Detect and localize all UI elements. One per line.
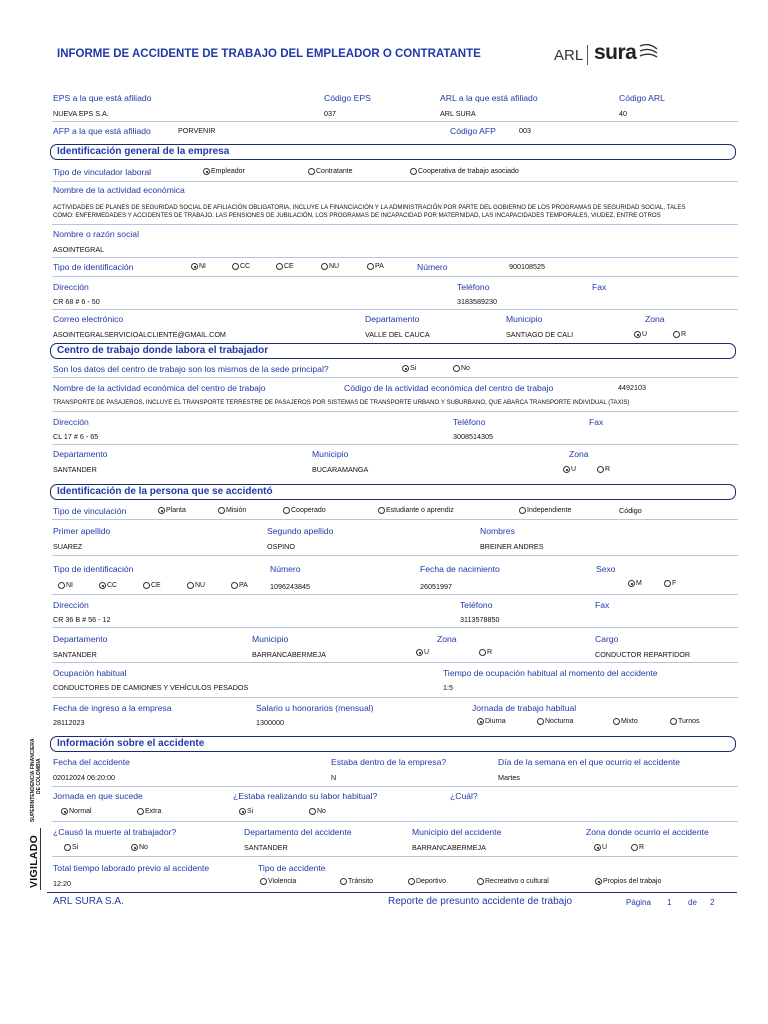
field-divider (52, 662, 738, 663)
radio-persona-pa[interactable] (231, 581, 248, 590)
radio-selected-icon (99, 582, 106, 589)
persona-numero-value: 1096243845 (270, 582, 310, 591)
total-tiempo-label: Total tiempo laborado previo al accidente (53, 863, 210, 873)
field-divider (52, 224, 738, 225)
radio-option-label: Cooperativa de trabajo asociado (418, 168, 519, 175)
form-title: INFORME DE ACCIDENTE DE TRABAJO DEL EMPLEADOR O CONTRATANTE (57, 48, 481, 60)
direccion-label: Dirección (53, 282, 89, 292)
tipo-id-label: Tipo de identificación (53, 262, 134, 272)
codigo-arl-label: Código ARL (619, 93, 665, 103)
persona-fax-label: Fax (595, 600, 610, 610)
persona-municipio-label: Municipio (252, 634, 289, 644)
logo-divider (587, 45, 588, 65)
footer-de-label: de (688, 898, 697, 907)
radio-option-label: U (424, 649, 430, 656)
persona-zona-label: Zona (437, 634, 457, 644)
centro-telefono-value: 3008514305 (453, 432, 493, 441)
radio-empty-icon (137, 808, 144, 815)
persona-direccion-value: CR 36 B # 56 - 12 (53, 615, 111, 624)
radio-selected-icon (61, 808, 68, 815)
fecha-accidente-label: Fecha del accidente (53, 757, 130, 767)
radio-sexo-m[interactable] (628, 579, 642, 588)
radio-option-label: Si (410, 365, 417, 372)
radio-persona-cc[interactable] (99, 581, 117, 590)
footer-page-number: 1 (667, 898, 672, 907)
radio-jornada-extra[interactable] (137, 807, 161, 816)
actividad-value-line1: ACTIVIDADES DE PLANES DE SEGURIDAD SOCIAL DE AFILIACIÓN OBLIGATORIA, INCLUYE LA FINANCIACIÓN Y LA ADMINISTRACIÓN POR PARTE DEL GOBIERNO DE LOS PROGRAMAS DE SEGURIDAD SOCIAL, TALES (53, 204, 686, 211)
radio-empleador[interactable] (203, 167, 245, 176)
radio-empty-icon (408, 878, 415, 885)
radio-empty-icon (453, 365, 460, 372)
radio-option-label: CC (240, 263, 251, 270)
footer-pagina-label: Página (626, 898, 651, 907)
centro-zona-label: Zona (569, 449, 589, 459)
radio-option-label: Empleador (211, 168, 245, 175)
radio-sexo-f[interactable] (664, 579, 676, 588)
radio-tipo-propios[interactable] (595, 877, 661, 886)
radio-option-label: U (602, 844, 608, 851)
radio-zona-r[interactable] (673, 330, 686, 339)
radio-mismos-no[interactable] (453, 364, 470, 373)
centro-direccion-value: CL 17 # 6 - 65 (53, 432, 99, 441)
cargo-label: Cargo (595, 634, 619, 644)
radio-selected-icon (191, 263, 198, 270)
radio-centro-zona-u[interactable] (563, 465, 576, 474)
razon-label: Nombre o razón social (53, 229, 139, 239)
radio-habitual-no[interactable] (309, 807, 326, 816)
field-divider (52, 594, 738, 595)
radio-option-label: R (681, 331, 687, 338)
primer-apellido-value: SUAREZ (53, 542, 83, 551)
radio-option-label: Contratante (316, 168, 353, 175)
zona-accidente-label: Zona donde ocurrio el accidente (586, 827, 709, 837)
centro-actividad-value: TRANSPORTE DE PASAJEROS, INCLUYE EL TRANSPORTE TERRESTRE DE PASAJEROS POR SISTEMAS DE TRANSPORTE URBANO Y SUBURBANO, QUE ABARCA TRANSPORTE INDIVIDUAL (TAXIS) (53, 399, 630, 406)
radio-selected-icon (131, 844, 138, 851)
codigo-label: Código (619, 506, 642, 515)
cargo-value: CONDUCTOR REPARTIDOR (595, 650, 691, 659)
afp-value: PORVENIR (178, 126, 216, 135)
radio-option-label: Nocturna (545, 718, 574, 725)
dia-semana-label: Día de la semana en el que ocurrio el accidente (498, 757, 681, 767)
radio-option-label: M (636, 580, 642, 587)
radio-selected-icon (477, 718, 484, 725)
radio-option-label: Violencia (268, 878, 297, 885)
radio-option-label: NU (195, 582, 206, 589)
jornada-habitual-label: Jornada de trabajo habitual (472, 703, 577, 713)
mismos-label: Son los datos del centro de trabajo son los mismos de la sede principal? (53, 364, 329, 374)
tipo-vinculador-label: Tipo de vinculador laboral (53, 167, 152, 177)
radio-persona-zona-r[interactable] (479, 648, 492, 657)
section-centro (50, 343, 736, 359)
radio-selected-icon (634, 331, 641, 338)
field-divider (52, 555, 738, 556)
radio-option-label: Misión (226, 507, 247, 514)
salario-label: Salario u honorarios (mensual) (256, 703, 374, 713)
radio-option-label: Propios del trabajo (603, 878, 662, 885)
field-divider (52, 276, 738, 277)
radio-accidente-zona-r[interactable] (631, 843, 644, 852)
field-divider (52, 257, 738, 258)
radio-contratante[interactable] (308, 167, 353, 176)
radio-option-label: Recreativo o cultural (485, 878, 549, 885)
radio-option-label: CE (284, 263, 294, 270)
section-empresa-title: Identificación general de la empresa (57, 146, 230, 157)
radio-empty-icon (631, 844, 638, 851)
municipio-value: SANTIAGO DE CALI (506, 330, 574, 339)
radio-empty-icon (218, 507, 225, 514)
sexo-label: Sexo (596, 564, 616, 574)
radio-option-label: Normal (69, 808, 92, 815)
zona-label: Zona (645, 314, 665, 324)
radio-persona-ni[interactable] (58, 581, 73, 590)
radio-zona-u[interactable] (634, 330, 647, 339)
cual-label: ¿Cuál? (450, 791, 478, 801)
fax-label: Fax (592, 282, 607, 292)
radio-empty-icon (283, 507, 290, 514)
persona-telefono-value: 3113578850 (460, 615, 500, 624)
stamp-divider (40, 828, 41, 890)
codigo-arl-value: 40 (619, 109, 627, 118)
codigo-afp-value: 003 (519, 126, 531, 135)
eps-label: EPS a la que está afiliado (53, 93, 152, 103)
radio-empty-icon (479, 649, 486, 656)
centro-direccion-label: Dirección (53, 417, 89, 427)
section-persona-title: Identificación de la persona que se accidentó (57, 486, 273, 497)
radio-option-label: No (317, 808, 326, 815)
section-empresa (50, 144, 736, 160)
jornada-sucede-label: Jornada en que sucede (53, 791, 143, 801)
nombres-label: Nombres (480, 526, 515, 536)
radio-option-label: Si (72, 844, 79, 851)
ingreso-label: Fecha de ingreso a la empresa (53, 703, 172, 713)
centro-telefono-label: Teléfono (453, 417, 486, 427)
radio-option-label: U (571, 466, 577, 473)
persona-tipo-id-label: Tipo de identificación (53, 564, 134, 574)
persona-numero-label: Número (270, 564, 301, 574)
muerte-label: ¿Causó la muerte al trabajador? (53, 827, 177, 837)
radio-empty-icon (321, 263, 328, 270)
radio-empty-icon (597, 466, 604, 473)
depto-accidente-label: Departamento del accidente (244, 827, 352, 837)
centro-fax-label: Fax (589, 417, 604, 427)
radio-selected-icon (416, 649, 423, 656)
section-persona (50, 484, 736, 500)
depto-accidente-value: SANTANDER (244, 843, 288, 852)
radio-tipo-violencia[interactable] (260, 877, 296, 886)
persona-telefono-label: Teléfono (460, 600, 493, 610)
radio-option-label: Diurna (485, 718, 506, 725)
radio-option-label: Planta (166, 507, 186, 514)
superintendencia-line1: SUPERINTENDENCIA FINANCIERA (30, 738, 36, 822)
radio-empty-icon (477, 878, 484, 885)
radio-empty-icon (187, 582, 194, 589)
radio-empty-icon (276, 263, 283, 270)
radio-jornada-turnos[interactable] (670, 717, 700, 726)
radio-accidente-zona-u[interactable] (594, 843, 607, 852)
radio-empty-icon (232, 263, 239, 270)
dentro-empresa-label: Estaba dentro de la empresa? (331, 757, 447, 767)
radio-option-label: No (139, 844, 148, 851)
footer-total-pages: 2 (710, 898, 715, 907)
section-centro-title: Centro de trabajo donde labora el trabajador (57, 345, 269, 356)
radio-option-label: CC (107, 582, 118, 589)
sura-logo-icon (638, 42, 660, 62)
direccion-value: CR 68 # 6 - 50 (53, 297, 100, 306)
field-divider (52, 121, 738, 122)
footer-company: ARL SURA S.A. (53, 896, 124, 907)
ingreso-value: 28112023 (53, 718, 85, 727)
arl-logo-text: ARL (554, 47, 584, 64)
dentro-empresa-value: N (331, 773, 337, 782)
numero-value: 900108525 (509, 262, 545, 271)
radio-muerte-si[interactable] (64, 843, 78, 852)
actividad-label: Nombre de la actividad económica (53, 185, 185, 195)
field-divider (52, 309, 738, 310)
ocupacion-value: CONDUCTORES DE CAMIONES Y VEHÍCULOS PESADOS (53, 683, 249, 692)
persona-depto-label: Departamento (53, 634, 108, 644)
radio-selected-icon (402, 365, 409, 372)
depto-label: Departamento (365, 314, 420, 324)
radio-centro-zona-r[interactable] (597, 465, 610, 474)
vigilado-stamp: VIGILADO (28, 834, 40, 888)
radio-selected-icon (563, 466, 570, 473)
radio-mision[interactable] (218, 506, 246, 515)
total-tiempo-value: 12:20 (53, 879, 71, 888)
centro-depto-label: Departamento (53, 449, 108, 459)
radio-independiente[interactable] (519, 506, 571, 515)
municipio-accidente-label: Municipio del accidente (412, 827, 502, 837)
ocupacion-label: Ocupación habitual (53, 668, 127, 678)
field-divider (52, 697, 738, 698)
radio-empty-icon (670, 718, 677, 725)
radio-id-cc[interactable] (232, 262, 250, 271)
correo-label: Correo electrónico (53, 314, 124, 324)
salario-value: 1300000 (256, 718, 284, 727)
radio-empty-icon (613, 718, 620, 725)
arl-value: ARL SURA (440, 109, 476, 118)
fecha-accidente-value: 02012024 06:20:00 (53, 773, 115, 782)
correo-value: ASOINTEGRALSERVICIOALCLIENTE@GMAIL.COM (53, 330, 226, 339)
municipio-accidente-value: BARRANCABERMEJA (412, 843, 486, 852)
radio-option-label: Si (247, 808, 254, 815)
radio-option-label: R (487, 649, 493, 656)
radio-empty-icon (537, 718, 544, 725)
razon-value: ASOINTEGRAL (53, 245, 105, 254)
tiempo-ocupacion-value: 1:5 (443, 683, 453, 692)
radio-empty-icon (519, 507, 526, 514)
municipio-label: Municipio (506, 314, 543, 324)
radio-option-label: NI (66, 582, 73, 589)
superintendencia-line2: DE COLOMBIA (36, 758, 42, 794)
radio-empty-icon (143, 582, 150, 589)
labor-habitual-label: ¿Estaba realizando su labor habitual? (233, 791, 378, 801)
telefono-label: Teléfono (457, 282, 490, 292)
sura-logo: sura (594, 41, 637, 64)
radio-cooperado[interactable] (283, 506, 326, 515)
field-divider (52, 627, 738, 628)
field-divider (52, 181, 738, 182)
radio-empty-icon (58, 582, 65, 589)
radio-id-ce[interactable] (276, 262, 294, 271)
radio-empty-icon (308, 168, 315, 175)
radio-estudiante[interactable] (378, 506, 454, 515)
centro-depto-value: SANTANDER (53, 465, 97, 474)
radio-empty-icon (64, 844, 71, 851)
radio-habitual-si[interactable] (239, 807, 253, 816)
centro-municipio-label: Municipio (312, 449, 349, 459)
radio-option-label: R (605, 466, 611, 473)
radio-empty-icon (664, 580, 671, 587)
radio-selected-icon (158, 507, 165, 514)
radio-option-label: Estudiante o aprendiz (386, 507, 454, 514)
persona-municipio-value: BARRANCABERMEJA (252, 650, 326, 659)
arl-label: ARL a la que está afiliado (440, 93, 538, 103)
depto-value: VALLE DEL CAUCA (365, 330, 430, 339)
vinculacion-label: Tipo de vinculación (53, 506, 127, 516)
tiempo-ocupacion-label: Tiempo de ocupación habitual al momento del accidente (443, 668, 658, 678)
radio-jornada-diurna[interactable] (477, 717, 506, 726)
radio-option-label: PA (239, 582, 248, 589)
radio-selected-icon (203, 168, 210, 175)
segundo-apellido-value: OSPINO (267, 542, 295, 551)
radio-option-label: F (672, 580, 677, 587)
radio-empty-icon (378, 507, 385, 514)
field-divider (52, 856, 738, 857)
tipo-accidente-label: Tipo de accidente (258, 863, 326, 873)
codigo-eps-value: 037 (324, 109, 336, 118)
radio-tipo-deportivo[interactable] (408, 877, 446, 886)
footer-report: Reporte de presunto accidente de trabajo (388, 896, 573, 907)
eps-value: NUEVA EPS S.A. (53, 109, 109, 118)
radio-jornada-mixto[interactable] (613, 717, 638, 726)
radio-mismos-si[interactable] (402, 364, 416, 373)
radio-option-label: R (639, 844, 645, 851)
footer-rule (47, 892, 737, 893)
section-accidente-title: Información sobre el accidente (57, 738, 205, 749)
nombres-value: BREINER ANDRES (480, 542, 544, 551)
radio-empty-icon (367, 263, 374, 270)
radio-empty-icon (309, 808, 316, 815)
codigo-afp-label: Código AFP (450, 126, 496, 136)
radio-option-label: NI (199, 263, 206, 270)
field-divider (52, 411, 738, 412)
radio-id-pa[interactable] (367, 262, 384, 271)
radio-option-label: No (461, 365, 470, 372)
afp-label: AFP a la que está afiliado (53, 126, 151, 136)
radio-option-label: NU (329, 263, 340, 270)
section-accidente (50, 736, 736, 752)
radio-option-label: Mixto (621, 718, 638, 725)
radio-persona-nu[interactable] (187, 581, 205, 590)
radio-jornada-nocturna[interactable] (537, 717, 573, 726)
radio-empty-icon (410, 168, 417, 175)
numero-label: Número (417, 262, 448, 272)
radio-tipo-recreativo[interactable] (477, 877, 549, 886)
nacimiento-label: Fecha de nacimiento (420, 564, 500, 574)
radio-selected-icon (595, 878, 602, 885)
radio-tipo-transito[interactable] (340, 877, 373, 886)
radio-selected-icon (594, 844, 601, 851)
codigo-eps-label: Código EPS (324, 93, 371, 103)
field-divider (52, 377, 738, 378)
radio-planta[interactable] (158, 506, 186, 515)
radio-option-label: U (642, 331, 648, 338)
radio-option-label: CE (151, 582, 161, 589)
field-divider (52, 786, 738, 787)
radio-option-label: Cooperado (291, 507, 326, 514)
dia-semana-value: Martes (498, 773, 520, 782)
radio-id-nu[interactable] (321, 262, 339, 271)
radio-option-label: Deportivo (416, 878, 446, 885)
radio-selected-icon (239, 808, 246, 815)
radio-muerte-no[interactable] (131, 843, 148, 852)
radio-jornada-normal[interactable] (61, 807, 92, 816)
actividad-value-line2: COMO: ENFERMEDADES Y ACCIDENTES DE TRABAJO, LAS PENSIONES DE JUBILACIÓN, LOS PROGRAMAS DE INCAPACIDAD POR MATERNIDAD, LAS INCAPACIDADES TEMPORALES, VIUDEZ, ENTRE OTROS (53, 212, 661, 219)
centro-municipio-value: BUCARAMANGA (312, 465, 369, 474)
field-divider (52, 519, 738, 520)
radio-option-label: Extra (145, 808, 162, 815)
radio-empty-icon (231, 582, 238, 589)
radio-option-label: Independiente (527, 507, 572, 514)
radio-id-ni[interactable] (191, 262, 206, 271)
field-divider (52, 444, 738, 445)
radio-empty-icon (260, 878, 267, 885)
centro-codigo-label: Código de la actividad económica del centro de trabajo (344, 383, 554, 393)
radio-empty-icon (340, 878, 347, 885)
persona-depto-value: SANTANDER (53, 650, 97, 659)
radio-persona-ce[interactable] (143, 581, 161, 590)
radio-option-label: Turnos (678, 718, 700, 725)
radio-selected-icon (628, 580, 635, 587)
centro-codigo-value: 4492103 (618, 383, 646, 392)
field-divider (52, 821, 738, 822)
centro-actividad-label: Nombre de la actividad económica del centro de trabajo (53, 383, 266, 393)
radio-empty-icon (673, 331, 680, 338)
persona-direccion-label: Dirección (53, 600, 89, 610)
segundo-apellido-label: Segundo apellido (267, 526, 334, 536)
radio-option-label: PA (375, 263, 384, 270)
radio-option-label: Tránsito (348, 878, 374, 885)
radio-cooperativa[interactable] (410, 167, 519, 176)
primer-apellido-label: Primer apellido (53, 526, 111, 536)
radio-persona-zona-u[interactable] (416, 648, 429, 657)
telefono-value: 3183589230 (457, 297, 497, 306)
nacimiento-value: 26051997 (420, 582, 452, 591)
